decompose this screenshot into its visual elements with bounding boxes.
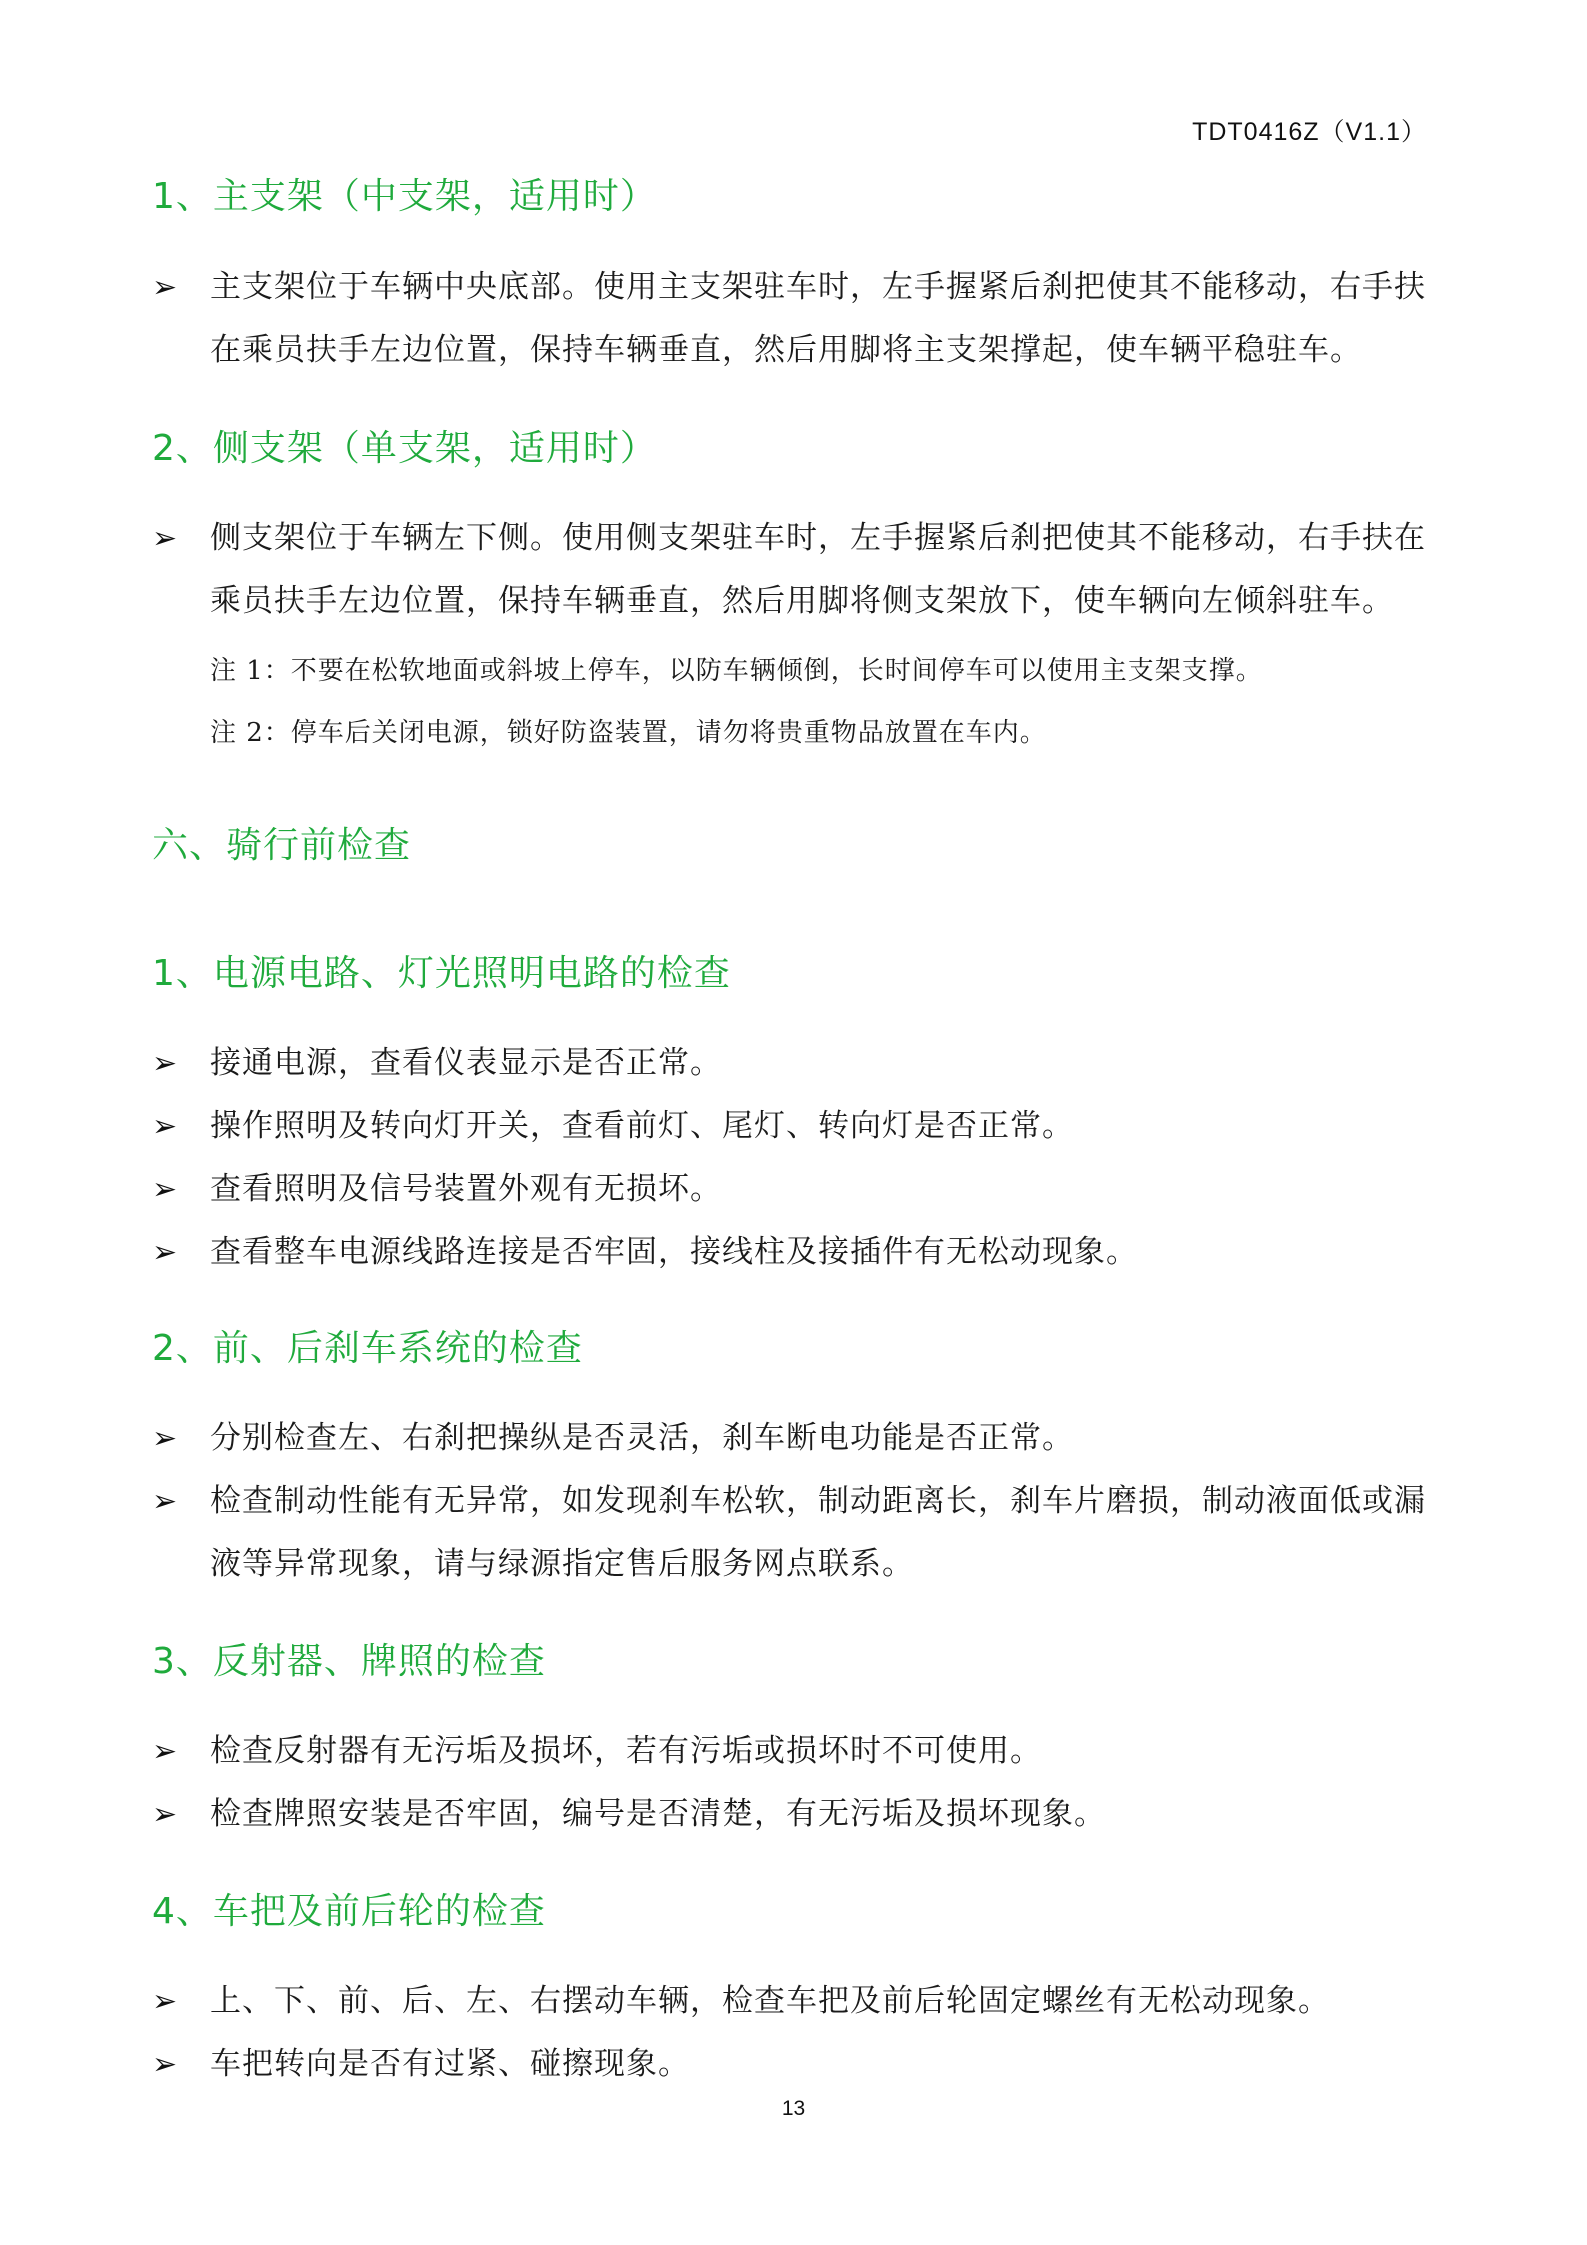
arrow-bullet-icon: ➢ xyxy=(152,1109,179,1144)
bullet-side-stand-1 xyxy=(152,507,1442,633)
bullet-reflectors-2 xyxy=(152,1783,1442,1846)
bullet-handlebar-1 xyxy=(152,1970,1442,2033)
bullet-main-stand-1 xyxy=(152,256,1442,382)
document-code: TDT0416Z（V1.1） xyxy=(1192,118,1427,146)
arrow-bullet-icon: ➢ xyxy=(152,1734,179,1769)
bullet-text: 查看整车电源线路连接是否牢固，接线柱及接插件有无松动现象。 xyxy=(210,1234,1138,1270)
bullet-text: 接通电源，查看仪表显示是否正常。 xyxy=(210,1045,722,1081)
arrow-bullet-icon: ➢ xyxy=(152,1797,179,1832)
bullet-reflectors-1 xyxy=(152,1720,1442,1783)
arrow-bullet-icon: ➢ xyxy=(152,2047,179,2082)
section-heading-power-circuit: 1、电源电路、灯光照明电路的检查 xyxy=(152,953,731,994)
page-number: 13 xyxy=(781,2097,806,2120)
bullet-brakes-2 xyxy=(152,1470,1442,1596)
arrow-bullet-icon: ➢ xyxy=(152,270,179,305)
section-heading-main-stand: 1、主支架（中支架，适用时） xyxy=(152,176,657,217)
bullet-text: 侧支架位于车辆左下侧。使用侧支架驻车时，左手握紧后刹把使其不能移动，右手扶在乘员扶手左边位置，保持车辆垂直，然后用脚将侧支架放下，使车辆向左倾斜驻车。 xyxy=(210,520,1426,619)
bullet-text: 主支架位于车辆中央底部。使用主支架驻车时，左手握紧后刹把使其不能移动，右手扶在乘员扶手左边位置，保持车辆垂直，然后用脚将主支架撑起，使车辆平稳驻车。 xyxy=(210,269,1426,368)
bullet-handlebar-2 xyxy=(152,2033,1442,2096)
bullet-text: 车把转向是否有过紧、碰擦现象。 xyxy=(210,2046,690,2082)
arrow-bullet-icon: ➢ xyxy=(152,1484,179,1519)
bullet-power-circuit-3 xyxy=(152,1158,1442,1221)
section-heading-handlebar: 4、车把及前后轮的检查 xyxy=(152,1891,546,1932)
bullet-text: 检查牌照安装是否牢固，编号是否清楚，有无污垢及损坏现象。 xyxy=(210,1796,1106,1832)
arrow-bullet-icon: ➢ xyxy=(152,1984,179,2019)
bullet-text: 查看照明及信号装置外观有无损坏。 xyxy=(210,1171,722,1207)
bullet-text: 操作照明及转向灯开关，查看前灯、尾灯、转向灯是否正常。 xyxy=(210,1108,1074,1144)
note-1: 注 1：不要在松软地面或斜坡上停车，以防车辆倾倒，长时间停车可以使用主支架支撑。 xyxy=(210,656,1263,686)
bullet-power-circuit-2 xyxy=(152,1095,1442,1158)
arrow-bullet-icon: ➢ xyxy=(152,1046,179,1081)
bullet-text: 分别检查左、右刹把操纵是否灵活，刹车断电功能是否正常。 xyxy=(210,1420,1074,1456)
arrow-bullet-icon: ➢ xyxy=(152,1235,179,1270)
arrow-bullet-icon: ➢ xyxy=(152,1172,179,1207)
bullet-text: 检查反射器有无污垢及损坏，若有污垢或损坏时不可使用。 xyxy=(210,1733,1042,1769)
note-2: 注 2：停车后关闭电源，锁好防盗装置，请勿将贵重物品放置在车内。 xyxy=(210,718,1047,748)
chapter-heading-pre-ride-check: 六、骑行前检查 xyxy=(152,825,412,866)
bullet-text: 上、下、前、后、左、右摆动车辆，检查车把及前后轮固定螺丝有无松动现象。 xyxy=(210,1983,1330,2019)
bullet-text: 检查制动性能有无异常，如发现刹车松软，制动距离长，刹车片磨损，制动液面低或漏液等异常现象，请与绿源指定售后服务网点联系。 xyxy=(210,1483,1426,1582)
section-heading-side-stand: 2、侧支架（单支架，适用时） xyxy=(152,428,657,469)
bullet-power-circuit-1 xyxy=(152,1032,1442,1095)
section-heading-reflectors: 3、反射器、牌照的检查 xyxy=(152,1641,546,1682)
arrow-bullet-icon: ➢ xyxy=(152,521,179,556)
bullet-brakes-1 xyxy=(152,1407,1442,1470)
bullet-power-circuit-4 xyxy=(152,1221,1442,1284)
arrow-bullet-icon: ➢ xyxy=(152,1421,179,1456)
section-heading-brakes: 2、前、后刹车系统的检查 xyxy=(152,1328,583,1369)
